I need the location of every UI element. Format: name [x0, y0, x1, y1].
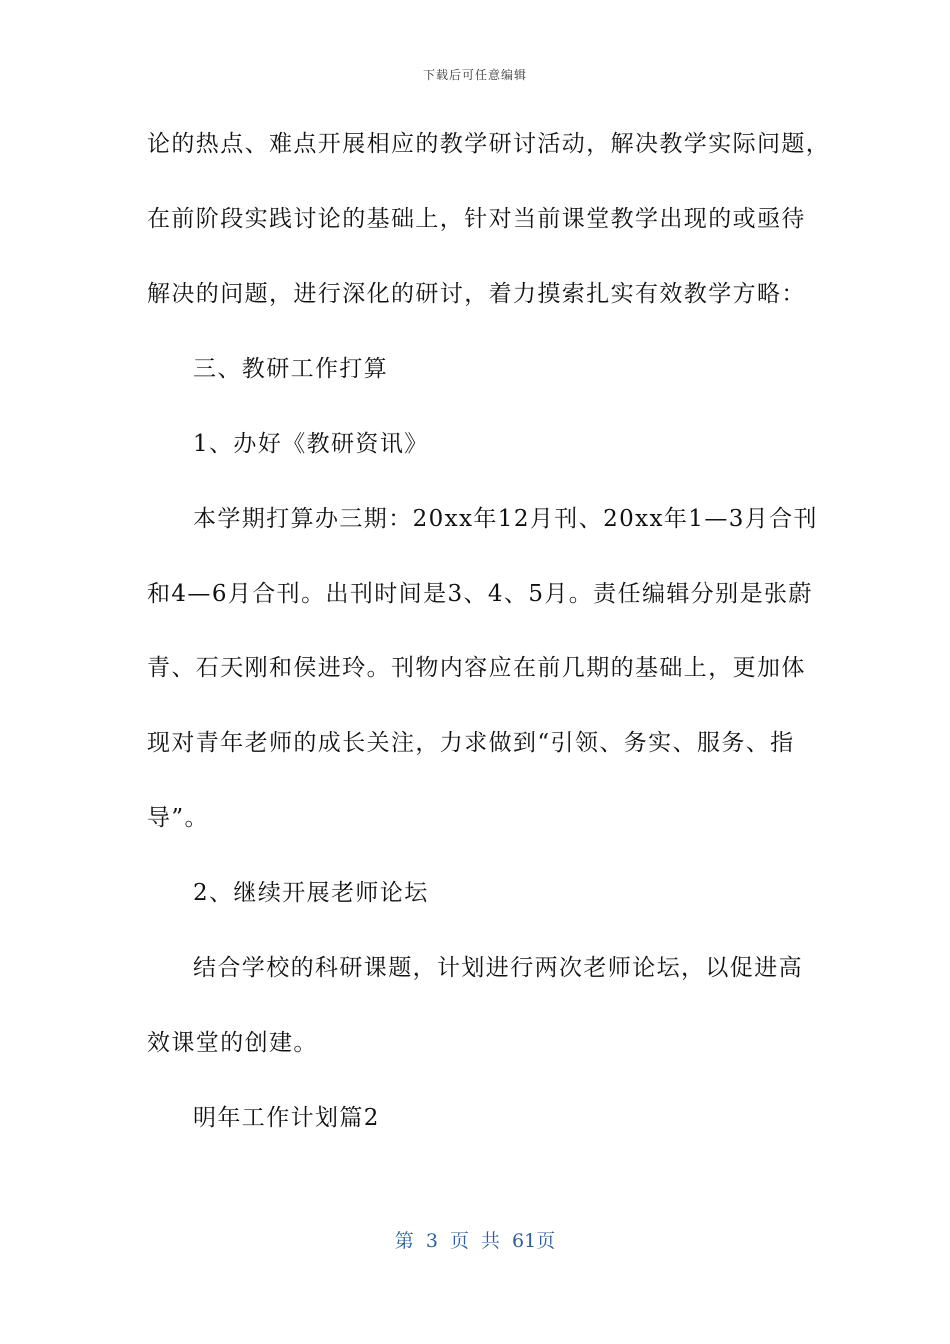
- body-line: 本学期打算办三期：20xx年12月刊、20xx年1—3月合刊: [193, 506, 818, 532]
- body-line: 青、石天刚和侯进玲。刊物内容应在前几期的基础上，更加体: [147, 655, 806, 681]
- body-line: 和4—6月合刊。出刊时间是3、4、5月。责任编辑分别是张蔚: [147, 581, 813, 607]
- body-line: 导”。: [147, 805, 209, 831]
- body-line: 论的热点、难点开展相应的教学研讨活动，解决教学实际问题，: [147, 131, 831, 157]
- body-line: 效课堂的创建。: [147, 1030, 318, 1056]
- body-line: 现对青年老师的成长关注，力求做到“引领、务实、服务、指: [147, 730, 795, 756]
- page-number-footer: 第 3 页 共 61页: [394, 1230, 556, 1252]
- page-header: 下载后可任意编辑: [422, 68, 527, 82]
- subsection-heading: 1、办好《教研资讯》: [193, 431, 429, 457]
- body-line: 在前阶段实践讨论的基础上，针对当前课堂教学出现的或亟待: [147, 206, 806, 232]
- body-line: 结合学校的科研课题，计划进行两次老师论坛，以促进高: [193, 955, 803, 981]
- section-heading: 三、教研工作打算: [193, 356, 389, 382]
- subsection-heading: 2、继续开展老师论坛: [193, 880, 429, 906]
- body-line: 解决的问题，进行深化的研讨，着力摸索扎实有效教学方略：: [147, 281, 806, 307]
- section-title: 明年工作计划篇2: [193, 1105, 380, 1131]
